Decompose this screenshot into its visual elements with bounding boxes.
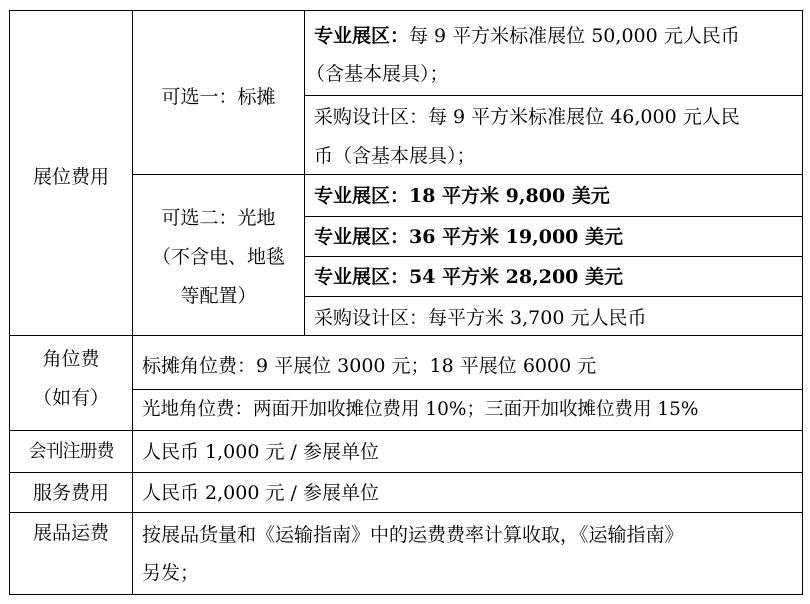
table-border-top bbox=[9, 10, 803, 11]
row-divider-opt1-a bbox=[304, 95, 803, 96]
option1-label: 可选一：标摊 bbox=[161, 86, 276, 108]
option1-row1-bold: 专业展区： bbox=[314, 25, 410, 47]
option1-row2-line2: 币（含基本展具）； bbox=[314, 145, 476, 167]
option2-label-line2: （不含电、地毯 bbox=[151, 246, 285, 268]
row-divider-corner-journal bbox=[9, 430, 803, 431]
col-divider-2 bbox=[304, 10, 305, 335]
row-divider-corner-inner bbox=[132, 389, 803, 390]
option1-row1-line1 bbox=[314, 17, 740, 55]
corner-fee-row1: 标摊角位费：9 平展位 3000 元；18 平展位 6000 元 bbox=[142, 355, 597, 377]
row-divider-opt2-b bbox=[304, 256, 803, 257]
shipping-fee-line2: 另发； bbox=[142, 562, 200, 584]
row-divider-service-shipping bbox=[9, 512, 803, 513]
option1-row1-line2: （含基本展具）； bbox=[306, 63, 449, 85]
table-border-bottom bbox=[9, 594, 803, 595]
shipping-fee-label: 展品运费 bbox=[32, 522, 109, 544]
table-border-right bbox=[802, 10, 803, 595]
corner-fee-row2: 光地角位费：两面开加收摊位费用 10%；三面开加收摊位费用 15% bbox=[142, 399, 699, 420]
row-divider-opt2-c bbox=[304, 296, 803, 297]
shipping-fee-line1: 按展品货量和《运输指南》中的运费费率计算收取，《运输指南》 bbox=[142, 524, 684, 546]
corner-fee-label-line1: 角位费 bbox=[42, 348, 100, 370]
journal-fee-value: 人民币 1,000 元 / 参展单位 bbox=[142, 441, 379, 463]
service-fee-label: 服务费用 bbox=[32, 482, 109, 504]
service-fee-value: 人民币 2,000 元 / 参展单位 bbox=[142, 482, 379, 504]
option2-row1: 专业展区：18 平方米 9,800 美元 bbox=[314, 185, 610, 207]
row-divider-journal-service bbox=[9, 472, 803, 473]
corner-fee-label-line2: （如有） bbox=[32, 387, 109, 409]
option2-row4: 采购设计区：每平方米 3,700 元人民币 bbox=[314, 307, 647, 329]
option2-row2: 专业展区：36 平方米 19,000 美元 bbox=[314, 226, 624, 248]
option2-row3: 专业展区：54 平方米 28,200 美元 bbox=[314, 266, 624, 288]
journal-fee-label: 会刊注册费 bbox=[28, 441, 114, 462]
option1-row1-rest: 每 9 平方米标准展位 50,000 元人民币 bbox=[409, 25, 740, 47]
row-divider-opt2-a bbox=[304, 216, 803, 217]
booth-fee-label: 展位费用 bbox=[32, 166, 109, 188]
option2-label-line1: 可选二：光地 bbox=[161, 207, 276, 229]
option1-row2-line1: 采购设计区：每 9 平方米标准展位 46,000 元人民 bbox=[314, 106, 740, 128]
option2-label-line3: 等配置） bbox=[180, 285, 257, 307]
